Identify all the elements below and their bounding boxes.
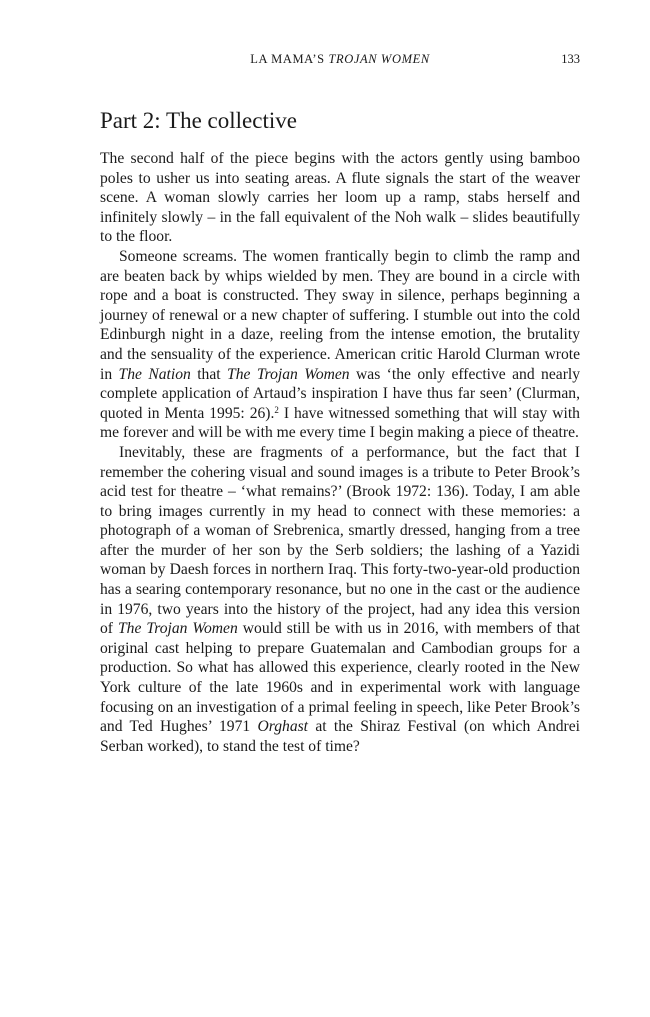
paragraph-3	[100, 443, 580, 757]
paragraph-2-italic-1: The Nation	[118, 365, 191, 383]
paragraph-3-text-3: at the Shiraz Festival (on which Andrei Serban worked), to stand the test of time?	[100, 718, 580, 755]
running-header	[100, 52, 580, 70]
paragraph-2-italic-2: The Trojan Women	[227, 365, 350, 383]
paragraph-2-text-4: I have witnessed something that will stay with me forever and will be with me every time I begin making a piece of theatre.	[100, 404, 580, 442]
paragraph-1: The second half of the piece begins with the actors gently using bamboo poles to usher us into seating areas. A flute signals the start of the weaver scene. A woman slowly carries her loom up a ramp, stabs herself and infinitely slowly – in the fall equivalent of the Noh walk – slides beautifully to the floor.	[100, 150, 580, 246]
paragraph-3-text-1: Inevitably, these are fragments of a performance, but the fact that I remember the cohering visual and sound images is a tribute to Peter Brook’s acid test for theatre – ‘what remains?’ (Brook 1972: 136). Today, I am able to bring images currently in my head to connect with these memories: a photograph of a woman of Srebrenica, smartly dressed, hanging from a tree after the murder of her son by the Serb soldiers; the lashing of a Yazidi woman by Daesh forces in northern Iraq. This forty-two-year-old production has a searing contemporary resonance, but no one in the cast or the audience in 1976, two years into the history of the project, had any idea this version of	[100, 443, 580, 638]
paragraph-2-text-2: that	[190, 365, 228, 383]
running-title-italic: TROJAN WOMEN	[328, 52, 430, 66]
body-text	[100, 149, 580, 756]
section-heading: Part 2: The collective	[100, 108, 297, 133]
footnote-marker[interactable]: 2	[274, 404, 279, 415]
paragraph-3-italic-2: Orghast	[257, 718, 309, 736]
paragraph-2-text-3: was ‘the only effective and nearly complete application of Artaud’s inspiration I have thus far seen’ (Clurman, quoted in Menta 1995: 26).	[100, 365, 581, 422]
paragraph-3-italic-1: The Trojan Women	[118, 620, 238, 638]
page-number: 133	[561, 52, 580, 66]
running-title-plain: LA MAMA’S	[250, 52, 329, 66]
running-title	[100, 52, 580, 67]
paragraph-2-text-1: Someone screams. The women frantically begin to climb the ramp and are beaten back by whips wielded by men. They are bound in a circle with rope and a boat is constructed. They sway in silence, perhaps beginning a journey of renewal or a new chapter of suffering. I stumble out into the cold Edinburgh night in a daze, reeling from the intense emotion, the brutality and the sensuality of the experience. American critic Harold Clurman wrote in	[100, 247, 580, 383]
paragraph-2	[100, 247, 580, 443]
paragraph-3-text-2: would still be with us in 2016, with members of that original cast helping to prepare Guatemalan and Cambodian groups for a production. So what has allowed this experience, clearly rooted in the New York culture of the late 1960s and in experimental work with language focusing on an investigation of a primal feeling in speech, like Peter Brook’s and Ted Hughes’ 1971	[100, 620, 580, 736]
